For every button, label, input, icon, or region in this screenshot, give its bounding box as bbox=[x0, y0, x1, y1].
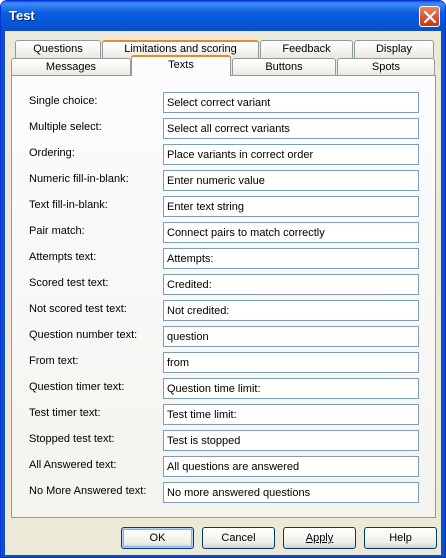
question-number-text-field[interactable] bbox=[163, 326, 419, 347]
tab-limitations-and-scoring[interactable]: Limitations and scoring bbox=[102, 40, 259, 58]
pair-match-field[interactable] bbox=[163, 222, 419, 243]
all-answered-text-field[interactable] bbox=[163, 456, 419, 477]
label-stopped-test-text: Stopped test text: bbox=[29, 433, 115, 445]
close-icon bbox=[424, 11, 436, 23]
ordering-field[interactable] bbox=[163, 144, 419, 165]
ok-button[interactable]: OK bbox=[121, 527, 194, 549]
title-bar[interactable] bbox=[1, 1, 445, 31]
tab-texts[interactable]: Texts bbox=[131, 55, 231, 76]
text-fill-in-blank-field[interactable] bbox=[163, 196, 419, 217]
label-pair-match: Pair match: bbox=[29, 225, 85, 237]
window-frame-right bbox=[441, 31, 445, 558]
attempts-text-field[interactable] bbox=[163, 248, 419, 269]
label-multiple-select: Multiple select: bbox=[29, 121, 102, 133]
stopped-test-text-field[interactable] bbox=[163, 430, 419, 451]
numeric-fill-in-blank-field[interactable] bbox=[163, 170, 419, 191]
texts-tab-panel bbox=[11, 75, 436, 518]
label-not-scored-test-text: Not scored test text: bbox=[29, 303, 127, 315]
label-single-choice: Single choice: bbox=[29, 95, 98, 107]
no-more-answered-text-field[interactable] bbox=[163, 482, 419, 503]
label-question-timer-text: Question timer text: bbox=[29, 381, 125, 393]
tab-messages[interactable]: Messages bbox=[11, 58, 131, 76]
label-test-timer-text: Test timer text: bbox=[29, 407, 101, 419]
question-timer-text-field[interactable] bbox=[163, 378, 419, 399]
window-frame-left bbox=[1, 31, 5, 558]
label-scored-test-text: Scored test text: bbox=[29, 277, 109, 289]
not-scored-test-text-field[interactable] bbox=[163, 300, 419, 321]
cancel-button[interactable]: Cancel bbox=[202, 527, 275, 549]
tab-buttons[interactable]: Buttons bbox=[232, 58, 336, 76]
label-numeric-fill-in-blank: Numeric fill-in-blank: bbox=[29, 173, 129, 185]
tab-questions[interactable]: Questions bbox=[15, 40, 101, 58]
label-no-more-answered-text: No More Answered text: bbox=[29, 485, 147, 497]
scored-test-text-field[interactable] bbox=[163, 274, 419, 295]
label-question-number-text: Question number text: bbox=[29, 329, 138, 341]
from-text-field[interactable] bbox=[163, 352, 419, 373]
tab-spots[interactable]: Spots bbox=[337, 58, 435, 76]
multiple-select-field[interactable] bbox=[163, 118, 419, 139]
label-from-text: From text: bbox=[29, 355, 79, 367]
help-button[interactable]: Help bbox=[364, 527, 437, 549]
label-ordering: Ordering: bbox=[29, 147, 75, 159]
tab-display[interactable]: Display bbox=[354, 40, 434, 58]
test-timer-text-field[interactable] bbox=[163, 404, 419, 425]
window-title: Test bbox=[9, 8, 35, 23]
label-all-answered-text: All Answered text: bbox=[29, 459, 117, 471]
label-text-fill-in-blank: Text fill-in-blank: bbox=[29, 199, 108, 211]
label-attempts-text: Attempts text: bbox=[29, 251, 97, 263]
apply-button[interactable]: Apply bbox=[283, 527, 356, 549]
tab-feedback[interactable]: Feedback bbox=[260, 40, 353, 58]
single-choice-field[interactable] bbox=[163, 92, 419, 113]
close-button[interactable] bbox=[419, 6, 440, 27]
